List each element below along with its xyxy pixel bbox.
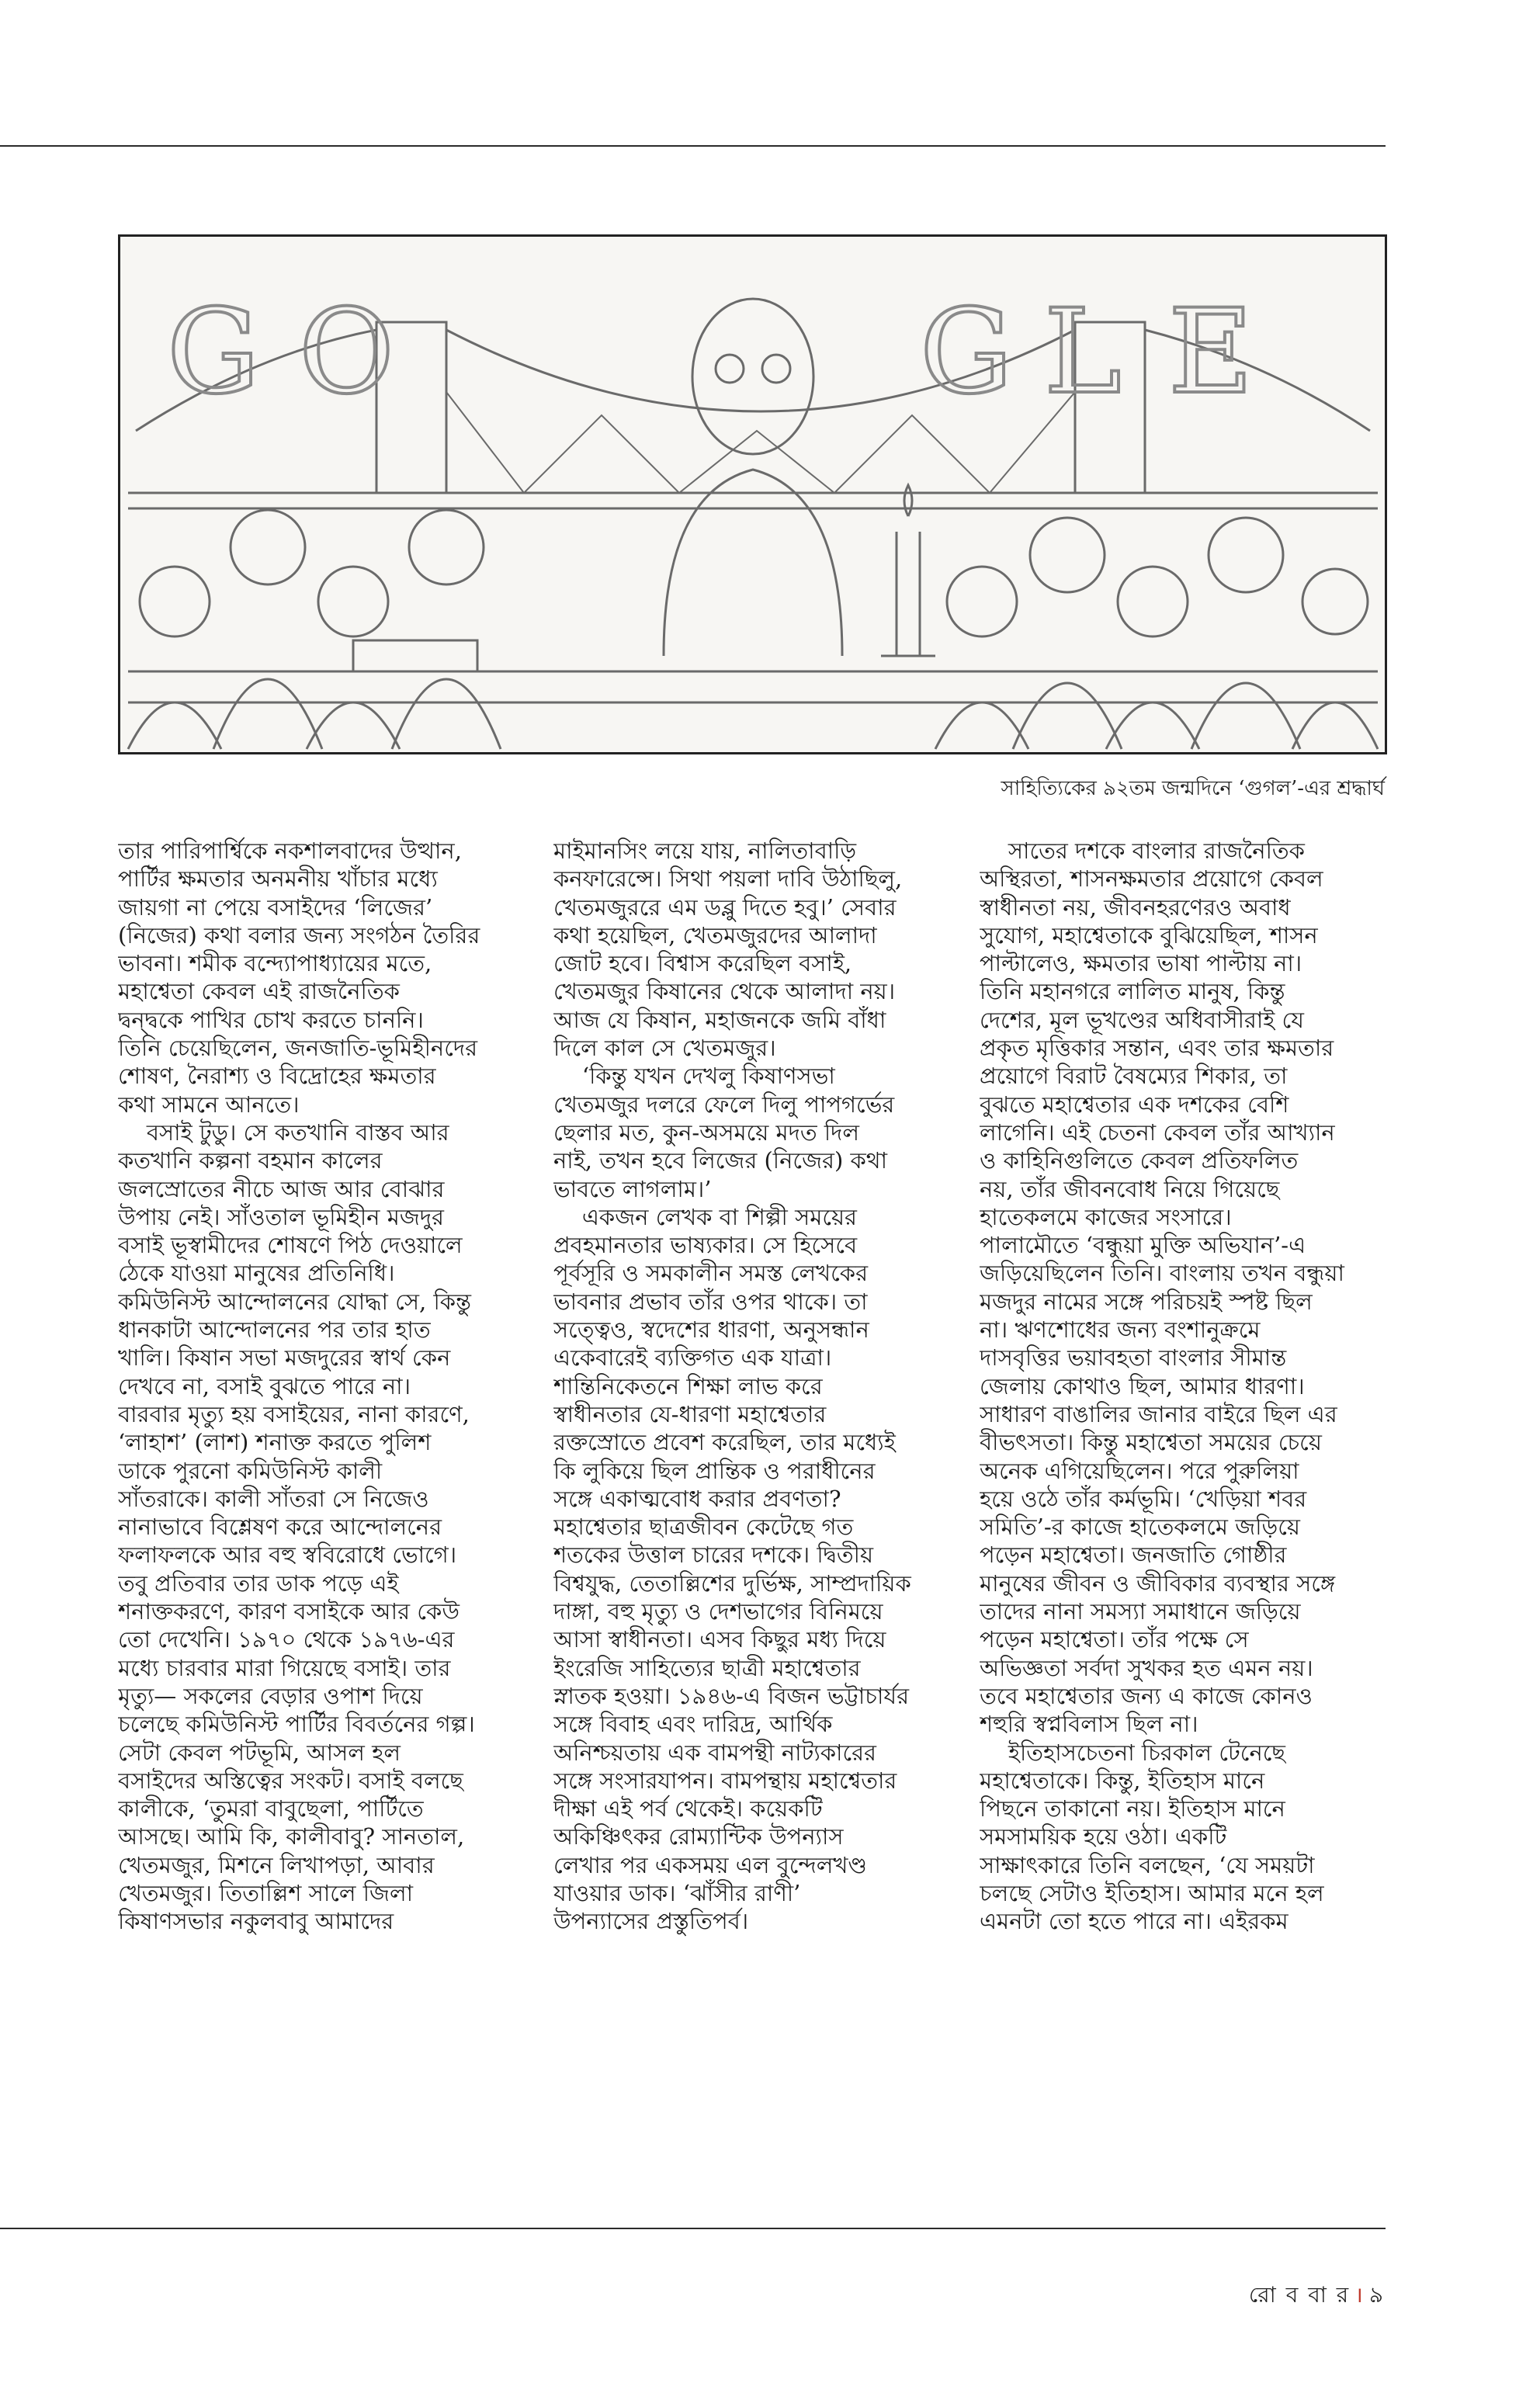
doodle-illustration — [118, 234, 1387, 754]
page-number: ৯ — [1368, 2282, 1385, 2308]
top-rule — [0, 145, 1386, 147]
pencil-sketch — [120, 237, 1385, 752]
paragraph: সাতের দশকে বাংলার রাজনৈতিক অস্থিরতা, শাসনক্ষমতার প্রয়োগে কেবল স্বাধীনতা নয়, জীবনহরণেরও অবাধ সুযোগ, মহাশ্বেতাকে বুঝিয়েছিল, শাসন পাল্টালেও, ক্ষমতার ভাষা পাল্টায় না। তিনি মহানগরে লালিত মানুষ, কিন্তু দেশের, মূল ভূখণ্ডের অধিবাসীরাই যে প্রকৃত মৃত্তিকার সন্তান, এবং তার ক্ষমতার প্রয়োগে বিরাট বৈষম্যের শিকার, তা বুঝতে মহাশ্বেতার এক দশকের বেশি লাগেনি। এই চেতনা কেবল তাঁর আখ্যান ও কাহিনিগুলিতে কেবল প্রতিফলিত নয়, তাঁর জীবনবোধ নিয়ে গিয়েছে হাতেকলমে কাজের সংসারে। পালামৌতে ‘বন্ধুয়া মুক্তি অভিযান’-এ জড়িয়েছিলেন তিনি। বাংলায় তখন বন্ধুয়া মজদুর নামের সঙ্গে পরিচয়ই স্পষ্ট ছিল না। ঋণশোধের জন্য বংশানুক্রমে দাসবৃত্তির ভয়াবহতা বাংলার সীমান্ত জেলায় কোথাও ছিল, আমার ধারণা। সাধারণ বাঙালির জানার বাইরে ছিল এর বীভৎসতা। কিন্তু মহাশ্বেতা সময়ের চেয়ে অনেক এগিয়েছিলেন। পরে পুরুলিয়া হয়ে ওঠে তাঁর কর্মভূমি। ‘খেড়িয়া শবর সমিতি’-র কাজে হাতেকলমে জড়িয়ে পড়েন মহাশ্বেতা। জনজাতি গোষ্ঠীর মানুষের জীবন ও জীবিকার ব্যবস্থার সঙ্গে তাদের নানা সমস্যা সমাধানে জড়িয়ে পড়েন মহাশ্বেতা। তাঁর পক্ষে সে অভিজ্ঞতা সর্বদা সুখকর হত এমন নয়। তবে মহাশ্বেতার জন্য এ কাজে কোনও শহুরি স্বপ্নবিলাস ছিল না। — [980, 838, 1344, 1738]
article-column-3 — [980, 837, 1403, 2203]
page-footer — [1249, 2278, 1385, 2315]
paragraph: ইতিহাসচেতনা চিরকাল টেনেছে মহাশ্বেতাকে। কিন্তু, ইতিহাস মানে পিছনে তাকানো নয়। ইতিহাস মানে সমসাময়িক হয়ে ওঠা। একটি সাক্ষাৎকারে তিনি বলছেন, ‘যে সময়টা চলছে সেটাও ইতিহাস। আমার মনে হল এমনটা তো হতে পারে না। এইরকম — [980, 1739, 1324, 1935]
magazine-name: রো ব বা র — [1248, 2282, 1351, 2308]
doodle-letter-5: E — [1168, 285, 1254, 420]
article-column-2 — [553, 837, 976, 2203]
article-column-1 — [118, 837, 541, 2203]
doodle-letter-3: G — [920, 285, 1013, 420]
doodle-letter-4: L — [1044, 285, 1122, 420]
paragraph: মাইমানসিং লয়ে যায়, নালিতাবাড়ি কনফারেন্সে। সিথা পয়লা দাবি উঠাছিলু, খেতমজুররে এম ডব্লু দিতে হবু।’ সেবার কথা হয়েছিল, খেতমজুরদের আলাদা জোট হবে। বিশ্বাস করেছিল বসাই, খেতমজুর কিষানের থেকে আলাদা নয়। আজ যে কিষান, মহাজনকে জমি বাঁধা দিলে কাল সে খেতমজুর। — [553, 838, 903, 1062]
paragraph: তার পারিপার্শ্বিকে নকশালবাদের উত্থান, পার্টির ক্ষমতার অনমনীয় খাঁচার মধ্যে জায়গা না পেয়ে বসাইদের ‘লিজের’ (নিজের) কথা বলার জন্য সংগঠন তৈরির ভাবনা। শমীক বন্দ্যোপাধ্যায়ের মতে, মহাশ্বেতা কেবল এই রাজনৈতিক দ্বন্দ্বকে পাখির চোখ করতে চাননি। তিনি চেয়েছিলেন, জনজাতি-ভূমিহীনদের শোষণ, নৈরাশ্য ও বিদ্রোহের ক্ষমতার কথা সামনে আনতে। — [118, 838, 480, 1118]
paragraph: বসাই টুডু। সে কতখানি বাস্তব আর কতখানি কল্পনা বহমান কালের জলস্রোতের নীচে আজ আর বোঝার উপায় নেই। সাঁওতাল ভূমিহীন মজদুর বসাই ভূস্বামীদের শোষণে পিঠ দেওয়ালে ঠেকে যাওয়া মানুষের প্রতিনিধি। কমিউনিস্ট আন্দোলনের যোদ্ধা সে, কিন্তু ধানকাটা আন্দোলনের পর তার হাত খালি। কিষান সভা মজদুরের স্বার্থ কেন দেখবে না, বসাই বুঝতে পারে না। বারবার মৃত্যু হয় বসাইয়ের, নানা কারণে, ‘লাহাশ’ (লাশ) শনাক্ত করতে পুলিশ ডাকে পুরনো কমিউনিস্ট কালী সাঁতরাকে। কালী সাঁতরা সে নিজেও নানাভাবে বিশ্লেষণ করে আন্দোলনের ফলাফলকে আর বহু স্ববিরোধে ভোগে। তবু প্রতিবার তার ডাক পড়ে এই শনাক্তকরণে, কারণ বসাইকে আর কেউ তো দেখেনি। ১৯৭০ থেকে ১৯৭৬-এর মধ্যে চারবার মারা গিয়েছে বসাই। তার মৃত্যু— সকলের বেড়ার ওপাশ দিয়ে চলেছে কমিউনিস্ট পার্টির বিবর্তনের গল্প। সেটা কেবল পটভূমি, আসল হল বসাইদের অস্তিত্বের সংকট। বসাই বলছে কালীকে, ‘তুমরা বাবুছেলা, পার্টিতে আসছে। আমি কি, কালীবাবু? সানতাল, খেতমজুর, মিশনে লিখাপড়া, আবার খেতমজুর। তিতাল্লিশ সালে জিলা কিষাণসভার নকুলবাবু আমাদের — [118, 1118, 475, 1935]
doodle-letter-2: O — [299, 285, 394, 420]
paragraph: ‘কিন্তু যখন দেখলু কিষাণসভা খেতমজুর দলরে ফেলে দিলু পাপগর্ভের ছেলার মত, কুন-অসময়ে মদত দিল নাই, তখন হবে লিজের (নিজের) কথা ভাবতে লাগলাম।’ — [553, 1063, 895, 1202]
footer-separator: । — [1354, 2282, 1365, 2308]
doodle-letter-1: G — [167, 285, 260, 420]
image-caption: সাহিত্যিকের ৯২তম জন্মদিনে ‘গুগল’-এর শ্রদ্ধার্ঘ — [1001, 777, 1385, 800]
bottom-rule — [0, 2228, 1386, 2229]
paragraph: একজন লেখক বা শিল্পী সময়ের প্রবহমানতার ভাষ্যকার। সে হিসেবে পূর্বসূরি ও সমকালীন সমস্ত লেখকের ভাবনার প্রভাব তাঁর ওপর থাকে। তা সত্ত্বেও, স্বদেশের ধারণা, অনুসন্ধান একেবারেই ব্যক্তিগত এক যাত্রা। শান্তিনিকেতনে শিক্ষা লাভ করে স্বাধীনতার যে-ধারণা মহাশ্বেতার রক্তস্রোতে প্রবেশ করেছিল, তার মধ্যেই কি লুকিয়ে ছিল প্রান্তিক ও পরাধীনের সঙ্গে একাত্মবোধ করার প্রবণতা? মহাশ্বেতার ছাত্রজীবন কেটেছে গত শতকের উত্তাল চারের দশকে। দ্বিতীয় বিশ্বযুদ্ধ, তেতাল্লিশের দুর্ভিক্ষ, সাম্প্রদায়িক দাঙ্গা, বহু মৃত্যু ও দেশভাগের বিনিময়ে আসা স্বাধীনতা। এসব কিছুর মধ্য দিয়ে ইংরেজি সাহিত্যের ছাত্রী মহাশ্বেতার স্নাতক হওয়া। ১৯৪৬-এ বিজন ভট্টাচার্যর সঙ্গে বিবাহ এবং দারিদ্র, আর্থিক অনিশ্চয়তায় এক বামপন্থী নাট্যকারের সঙ্গে সংসারযাপন। বামপন্থায় মহাশ্বেতার দীক্ষা এই পর্ব থেকেই। কয়েকটি অকিঞ্চিৎকর রোম্যান্টিক উপন্যাস লেখার পর একসময় এল বুন্দেলখণ্ড যাওয়ার ডাক। ‘ঝাঁসীর রাণী’ উপন্যাসের প্রস্তুতিপর্ব। — [553, 1203, 911, 1935]
